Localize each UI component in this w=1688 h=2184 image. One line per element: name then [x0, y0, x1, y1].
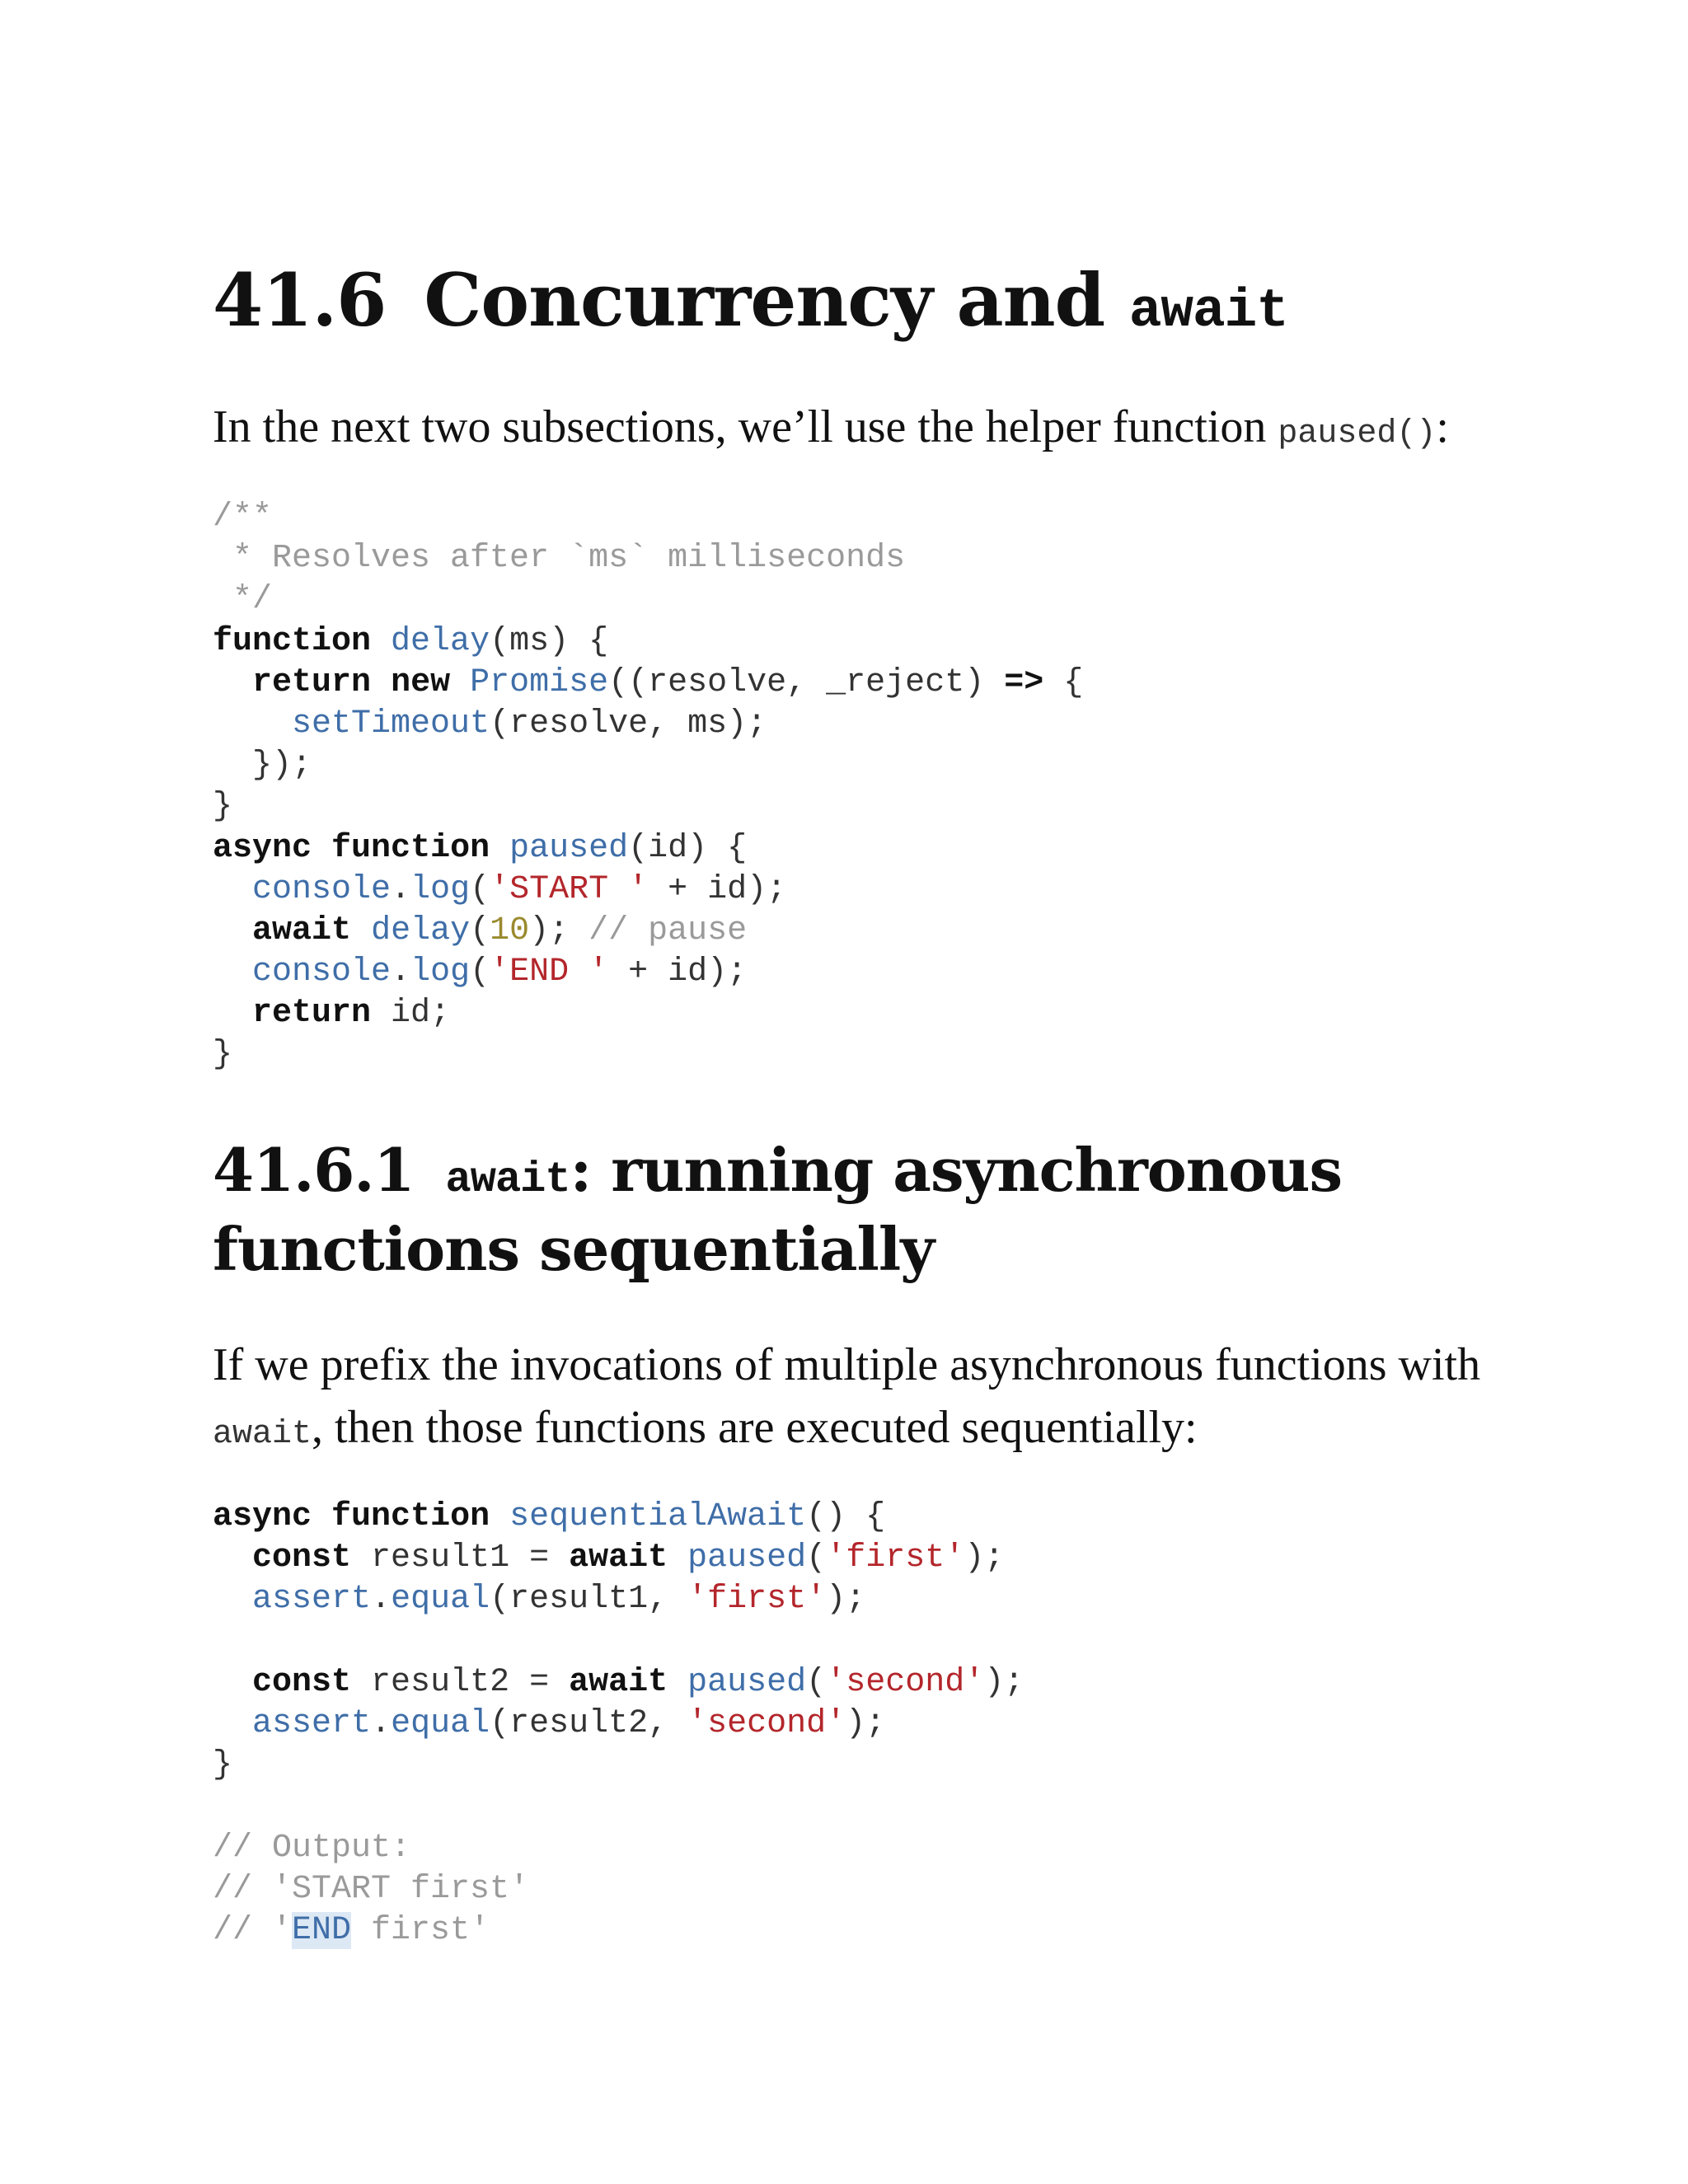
code-token: 'START ': [490, 870, 649, 908]
code-token: 'second': [826, 1663, 985, 1701]
code-line: [213, 538, 1083, 579]
code-token: /**: [213, 499, 273, 536]
code-token: const: [252, 1663, 352, 1701]
code-line: [213, 497, 1083, 538]
section-heading: [213, 255, 1288, 356]
code-token: await: [569, 1540, 668, 1577]
code-token: // pause: [588, 912, 748, 949]
code-token: [371, 664, 391, 701]
code-token: sequentialAwait: [509, 1498, 807, 1535]
code-token: paused: [687, 1663, 807, 1701]
subsection-title-code: await: [445, 1155, 570, 1204]
code-token: .: [391, 870, 411, 908]
code-line: [213, 952, 1083, 993]
code-token: setTimeout: [292, 705, 490, 743]
code-line: [213, 1828, 1024, 1869]
code-token: await: [569, 1663, 668, 1701]
code-line: [213, 869, 1083, 911]
code-token: }: [213, 1746, 233, 1784]
code-token: );: [984, 1663, 1025, 1701]
code-line: [213, 1621, 1024, 1662]
code-line: [213, 663, 1083, 704]
code-token: [213, 1540, 252, 1577]
code-token: id;: [371, 995, 451, 1033]
code-line: [213, 704, 1083, 745]
code-token: // ': [213, 1911, 293, 1949]
subsection-number: 41.6.1: [213, 1135, 415, 1205]
code-token: return: [252, 995, 372, 1033]
code-line: [213, 911, 1083, 952]
section-title-text: Concurrency and: [424, 257, 1129, 343]
code-token: [213, 1664, 252, 1701]
code-line: [213, 1579, 1024, 1620]
code-line: [213, 786, 1083, 827]
code-token: 'second': [687, 1704, 846, 1742]
code-token: (resolve, ms);: [490, 705, 767, 743]
code-line: [213, 745, 1083, 786]
code-token: [371, 623, 391, 660]
sequential-paragraph: [213, 1333, 1498, 1466]
code-line: [213, 621, 1083, 663]
code-token: [213, 705, 292, 743]
code-token: paused: [509, 829, 629, 867]
intro-paragraph: [213, 396, 1498, 466]
code-token: });: [213, 747, 312, 785]
code-token: * Resolves after `ms` milliseconds: [213, 540, 906, 578]
code-token: equal: [391, 1704, 490, 1742]
code-token: .: [371, 1581, 392, 1619]
code-block-sequential-await: [213, 1497, 1024, 1952]
code-token: log: [410, 870, 471, 908]
sequential-text-line2: , then those functions are executed sequentially:: [312, 1402, 1198, 1453]
code-token: [213, 954, 252, 991]
code-token: function: [213, 622, 372, 660]
code-token: delay: [371, 912, 471, 949]
subsection-title-line1: : running asynchronous: [570, 1135, 1343, 1205]
code-line: [213, 1910, 1024, 1952]
code-token: );: [529, 912, 589, 949]
code-token: async: [213, 829, 312, 867]
intro-text-end: :: [1436, 401, 1449, 452]
code-token: [668, 1664, 687, 1701]
code-token: [213, 871, 252, 908]
code-token: Promise: [470, 663, 609, 701]
code-token: 'first': [826, 1540, 965, 1577]
code-token: [668, 1540, 687, 1577]
code-token: (: [806, 1663, 827, 1701]
code-token: {: [1043, 663, 1084, 701]
code-token: [213, 664, 252, 701]
code-token: assert: [252, 1704, 372, 1742]
code-token: }: [213, 1036, 233, 1074]
code-token: (result1,: [490, 1581, 688, 1619]
code-token: console: [252, 870, 392, 908]
code-token: */: [213, 581, 273, 619]
code-token: [213, 1705, 252, 1742]
code-token: + id);: [648, 870, 787, 908]
code-token: );: [826, 1581, 866, 1619]
code-token: .: [391, 954, 411, 991]
code-line: [213, 1704, 1024, 1745]
code-token: result1 =: [351, 1540, 570, 1577]
code-token: first': [351, 1911, 490, 1949]
code-token: (result2,: [490, 1704, 688, 1742]
code-token: const: [252, 1540, 352, 1577]
code-token: [213, 1581, 252, 1618]
code-token: );: [846, 1704, 886, 1742]
code-token: [312, 830, 331, 867]
code-token: function: [331, 1498, 490, 1535]
subsection-heading: [213, 1136, 1342, 1284]
code-token: (: [806, 1540, 827, 1577]
code-token: [213, 912, 252, 949]
code-token: 10: [490, 912, 530, 949]
code-token: console: [252, 954, 392, 991]
code-token: [213, 995, 252, 1032]
code-token: [490, 830, 509, 867]
section-number: 41.6: [213, 257, 387, 343]
code-token: (id) {: [628, 829, 748, 867]
code-token: END: [292, 1911, 352, 1949]
sequential-inline-code: await: [213, 1416, 312, 1453]
code-token: // 'START first': [213, 1870, 530, 1908]
code-line: [213, 1786, 1024, 1827]
code-token: [490, 1498, 509, 1535]
code-token: (: [470, 870, 490, 908]
code-token: async: [213, 1498, 312, 1535]
code-token: result2 =: [351, 1663, 570, 1701]
code-token: + id);: [608, 954, 748, 991]
code-token: [450, 664, 470, 701]
intro-inline-code: paused(): [1278, 415, 1437, 452]
subsection-title-line2: functions sequentially: [213, 1214, 935, 1284]
code-token: [351, 912, 371, 949]
code-token: ((resolve, _reject): [608, 663, 1005, 701]
code-token: new: [391, 663, 451, 701]
code-token: paused: [687, 1540, 807, 1577]
code-line: [213, 1497, 1024, 1538]
code-line: [213, 1662, 1024, 1704]
code-token: assert: [252, 1581, 372, 1619]
code-token: (: [470, 954, 490, 991]
code-line: [213, 828, 1083, 869]
code-token: // Output:: [213, 1829, 411, 1867]
sequential-text-line1: If we prefix the invocations of multiple asynchronous functions with: [213, 1339, 1481, 1390]
section-title-code: await: [1128, 280, 1288, 342]
code-token: 'END ': [490, 954, 609, 991]
code-token: (: [470, 912, 490, 949]
code-token: equal: [391, 1581, 490, 1619]
code-token: delay: [391, 622, 490, 660]
code-token: }: [213, 788, 233, 826]
code-line: [213, 1745, 1024, 1786]
code-token: function: [331, 829, 490, 867]
intro-text: In the next two subsections, we’ll use the helper function: [213, 401, 1278, 452]
code-token: [312, 1498, 331, 1535]
code-token: (ms) {: [490, 622, 609, 660]
code-line: [213, 1538, 1024, 1579]
code-token: 'first': [687, 1581, 827, 1619]
code-line: [213, 1869, 1024, 1910]
code-line: [213, 579, 1083, 621]
code-token: );: [964, 1540, 1005, 1577]
code-token: () {: [806, 1498, 886, 1535]
code-token: =>: [1004, 663, 1044, 701]
code-token: await: [252, 912, 352, 949]
code-token: .: [371, 1704, 392, 1742]
code-block-delay-paused: [213, 497, 1083, 1076]
code-line: [213, 993, 1083, 1034]
code-token: log: [410, 954, 471, 991]
code-line: [213, 1034, 1083, 1076]
code-token: return: [252, 663, 372, 701]
